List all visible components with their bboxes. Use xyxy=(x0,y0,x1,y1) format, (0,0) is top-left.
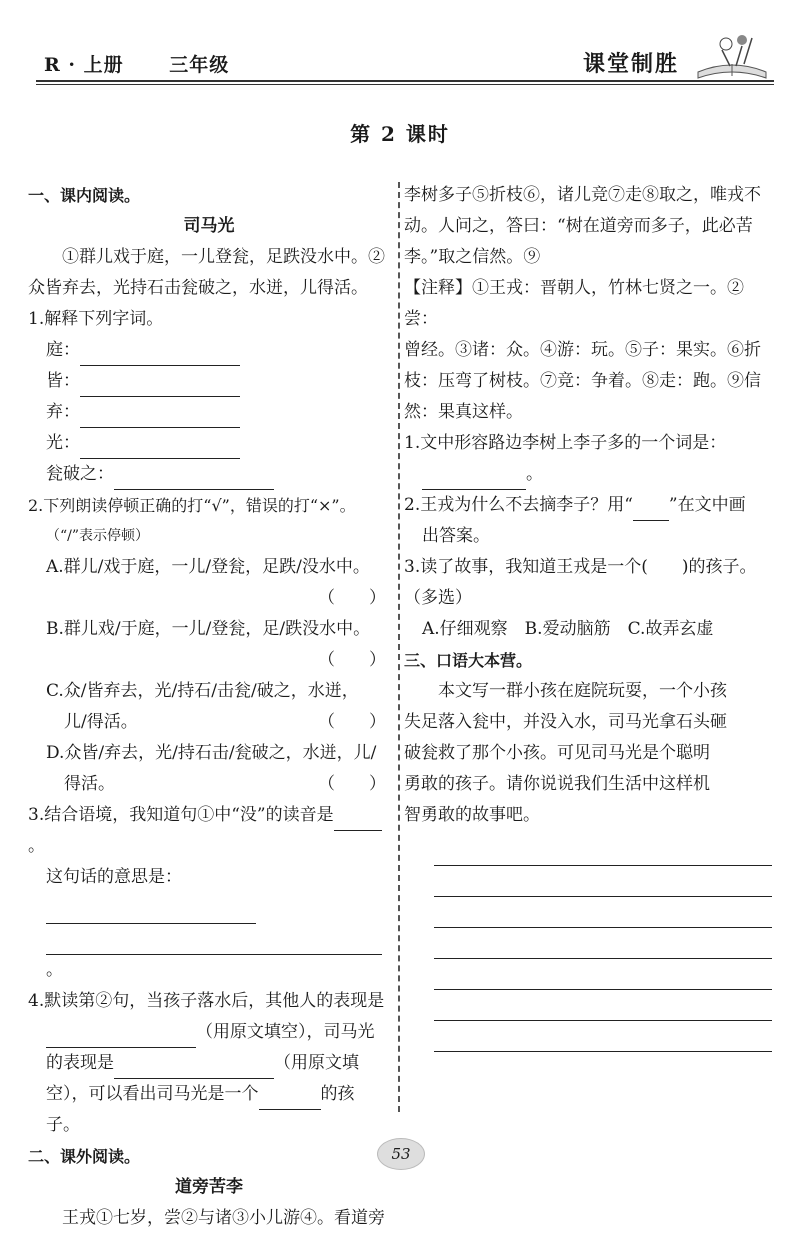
option-b: B.群儿戏/于庭，一儿/登瓮，足/跌没水中。 xyxy=(46,619,371,639)
oral-line-4: 勇敢的孩子。请你说说我们生活中这样机 xyxy=(404,774,710,794)
question-text: 2.王戎为什么不去摘李子？用“ xyxy=(404,495,633,515)
period: 。 xyxy=(28,836,45,856)
story-2-title: 道旁苦李 xyxy=(175,1177,243,1197)
grade-label: 三年级 xyxy=(169,54,230,76)
question-3-meaning-line-2 xyxy=(28,924,390,986)
question-text: 3.读了故事，我知道王戎是一个( xyxy=(404,557,648,577)
q1-item-guang xyxy=(28,428,390,459)
q1-item-wengpo xyxy=(28,459,390,490)
notes-line-4: 然：果真这样。 xyxy=(404,402,523,422)
question-text: ”在文中画 xyxy=(668,495,746,515)
q1-item-jie xyxy=(28,366,390,397)
trait-blank[interactable] xyxy=(259,1089,321,1110)
section-1-heading: 一、课内阅读。 xyxy=(28,186,141,205)
page-title: 第 2 课时 xyxy=(350,122,450,146)
question-1: 1.解释下列字词。 xyxy=(28,309,164,329)
meaning-label: 这句话的意思是： xyxy=(46,867,182,887)
header-left xyxy=(44,50,229,77)
question-4-line-2 xyxy=(28,1017,390,1048)
period: 。 xyxy=(526,464,543,484)
book-logo-icon xyxy=(692,28,772,84)
meaning-blank-2[interactable] xyxy=(46,934,382,955)
word-blank[interactable] xyxy=(422,469,526,490)
option-c-line-1: C.众/皆弃去，光/持石/击瓮/破之，水迸， xyxy=(46,681,359,701)
answer-paren-c[interactable]: （ ） xyxy=(318,712,386,732)
question-4-line-4 xyxy=(28,1079,390,1110)
answer-paren-a[interactable]: （ ） xyxy=(318,588,386,608)
oral-line-5: 智勇敢的故事吧。 xyxy=(404,805,540,825)
word-label: 瓮破之： xyxy=(46,464,114,484)
simaguang-blank[interactable] xyxy=(114,1058,274,1079)
q1-item-ting xyxy=(28,335,390,366)
header-brand: 课堂制胜 xyxy=(583,52,680,77)
option-c-line-2 xyxy=(28,707,390,738)
answer-blank[interactable] xyxy=(114,469,274,490)
story-2-line-3: 动。人问之，答曰：“树在道旁而多子，此必苦 xyxy=(404,216,753,236)
question-4-text: 空），可以看出司马光是一个 xyxy=(46,1084,259,1104)
answer-blank[interactable] xyxy=(80,376,240,397)
story-1-line-2: 众皆弃去，光持石击瓮破之，水迸，儿得活。 xyxy=(28,278,368,298)
question-4: 4.默读第②句，当孩子落水后，其他人的表现是 xyxy=(28,991,385,1011)
option-d-text: 得活。 xyxy=(64,774,115,794)
question-2: 2.下列朗读停顿正确的打“√”，错误的打“×”。 xyxy=(28,496,356,515)
word-label: 庭： xyxy=(46,340,80,360)
question-4-text: 的表现是 xyxy=(46,1053,114,1073)
question-2-note: （“/”表示停顿） xyxy=(46,528,150,544)
story-1-line-1: ①群儿戏于庭，一儿登瓮，足跌没水中。② xyxy=(62,247,385,267)
others-blank[interactable] xyxy=(46,1027,196,1048)
right-column xyxy=(404,180,772,1052)
oral-line-2: 失足落入瓮中，并没入水，司马光拿石头砸 xyxy=(404,712,727,732)
question-3-text: 3.结合语境，我知道句①中“没”的读音是 xyxy=(28,805,334,825)
meaning-blank[interactable] xyxy=(46,903,256,924)
right-question-3 xyxy=(404,552,772,614)
answer-paren-d[interactable]: （ ） xyxy=(318,774,386,794)
story-2-line-1: 王戎①七岁，尝②与诸③小儿游④。看道旁 xyxy=(62,1208,385,1228)
question-4-line-3 xyxy=(28,1048,390,1079)
writing-area[interactable] xyxy=(404,835,772,1052)
page-number: 53 xyxy=(377,1138,425,1170)
answer-blank[interactable] xyxy=(80,438,240,459)
left-column xyxy=(28,180,390,1234)
answer-blank[interactable] xyxy=(80,407,240,428)
question-3 xyxy=(28,800,390,862)
period: 。 xyxy=(46,960,63,980)
writing-line[interactable] xyxy=(434,835,772,866)
word-label: 弃： xyxy=(46,402,80,422)
word-label: 皆： xyxy=(46,371,80,391)
answer-paren-b[interactable]: （ ） xyxy=(318,650,386,670)
question-text: )的孩子。（多选） xyxy=(404,557,757,608)
writing-line[interactable] xyxy=(434,897,772,928)
writing-line[interactable] xyxy=(434,959,772,990)
right-question-1: 1.文中形容路边李树上李子多的一个词是： xyxy=(404,433,727,453)
right-question-1-answer xyxy=(404,459,772,490)
oral-line-3: 破瓮救了那个小孩。可见司马光是个聪明 xyxy=(404,743,710,763)
right-question-2 xyxy=(404,490,772,521)
answer-blank[interactable] xyxy=(80,345,240,366)
q1-item-qi xyxy=(28,397,390,428)
writing-line[interactable] xyxy=(434,990,772,1021)
option-a: A.群儿/戏于庭，一儿/登瓮，足跌/没水中。 xyxy=(46,557,370,577)
story-2-line-4: 李。”取之信然。⑨ xyxy=(404,247,541,267)
notes-line-2: 曾经。③诸：众。④游：玩。⑤子：果实。⑥折 xyxy=(404,340,761,360)
story-2-line-2: 李树多子⑤折枝⑥，诸儿竞⑦走⑧取之，唯戎不 xyxy=(404,185,761,205)
right-question-2-line-2: 出答案。 xyxy=(422,526,490,546)
header-rule xyxy=(36,80,774,82)
question-3-meaning xyxy=(28,862,390,924)
right-question-3-options: A.仔细观察 B.爱动脑筋 C.故弄玄虚 xyxy=(422,619,714,639)
question-4-text: （用原文填空），司马光 xyxy=(196,1022,375,1042)
notes-line-1: 【注释】①王戎：晋朝人，竹林七贤之一。②尝： xyxy=(404,278,744,329)
writing-line[interactable] xyxy=(434,1021,772,1052)
pronunciation-blank[interactable] xyxy=(334,810,382,831)
question-4-line-5: 子。 xyxy=(46,1115,80,1135)
word-label: 光： xyxy=(46,433,80,453)
notes-line-3: 枝：压弯了树枝。⑦竞：争着。⑧走：跑。⑨信 xyxy=(404,371,761,391)
column-divider xyxy=(398,182,400,1112)
writing-line[interactable] xyxy=(434,928,772,959)
header-rule-thin xyxy=(36,84,774,85)
option-d-line-2 xyxy=(28,769,390,800)
question-4-text: 的孩 xyxy=(320,1084,355,1104)
option-d-line-1: D.众皆/弃去，光/持石击/瓮破之，水迸，儿/ xyxy=(46,743,377,763)
section-3-heading: 三、口语大本营。 xyxy=(404,651,533,670)
oral-line-1: 本文写一群小孩在庭院玩耍，一个小孩 xyxy=(438,681,727,701)
option-c-text: 儿/得活。 xyxy=(64,712,138,732)
edition-label: R · 上册 xyxy=(44,54,124,76)
writing-line[interactable] xyxy=(434,866,772,897)
question-4-text: （用原文填 xyxy=(274,1053,359,1073)
underline-sample xyxy=(633,500,669,521)
section-2-heading: 二、课外阅读。 xyxy=(28,1147,141,1166)
story-1-title: 司马光 xyxy=(183,216,235,236)
